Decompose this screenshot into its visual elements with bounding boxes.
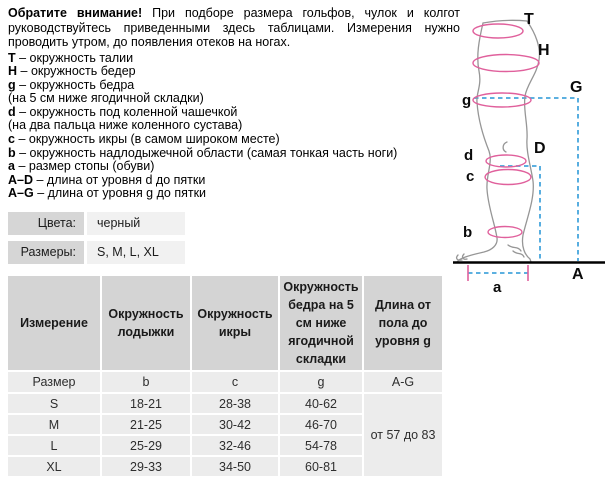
- subheader-c: c: [192, 372, 278, 392]
- legend-text: – окружность бедра: [19, 77, 135, 92]
- leg-measurement-diagram: [450, 0, 606, 300]
- legend-text: – длина от уровня g до пятки: [37, 186, 207, 201]
- note-block: [8, 6, 460, 201]
- cell-size: S: [8, 394, 100, 413]
- cell-c: 32-46: [192, 436, 278, 455]
- label-b: b: [463, 224, 473, 241]
- legend-line-d: [8, 106, 460, 120]
- sizes-value: S, M, L, XL: [87, 241, 185, 264]
- label-a: a: [493, 279, 502, 296]
- note-lead: Обратите внимание!: [8, 6, 143, 20]
- cell-c: 28-38: [192, 394, 278, 413]
- table-subheader-row: [8, 372, 442, 392]
- table-row-s: [8, 394, 442, 413]
- col-header-thigh: Окружность бедра на 5 см ниже ягодичной складки: [280, 276, 362, 370]
- label-G: G: [570, 79, 583, 96]
- legend-text: – окружность талии: [19, 50, 134, 65]
- ellipse-d-below-knee: [486, 155, 526, 167]
- legend-line-g: [8, 79, 460, 93]
- subheader-ag: A-G: [364, 372, 442, 392]
- cell-g: 54-78: [280, 436, 362, 455]
- col-header-measurement: Измерение: [8, 276, 100, 370]
- note-text: При подборе размера гольфов, чулок и колгот руководствуйтесь приведенными здесь таблицами. Измерения нужно проводить утром, до появления отеков на ногах.: [8, 6, 461, 49]
- table-header-row: [8, 276, 442, 370]
- subheader-size: Размер: [8, 372, 100, 392]
- legend-text: (на 5 см ниже ягодичной складки): [8, 91, 204, 106]
- ellipse-b-ankle: [488, 227, 522, 238]
- legend-line-AG: [8, 187, 460, 201]
- cell-b: 21-25: [102, 415, 190, 434]
- legend-text: – окружность икры (в самом широком месте): [18, 132, 280, 147]
- ellipse-H-hips: [473, 55, 539, 72]
- legend-key: b: [8, 145, 16, 160]
- legend-text: (на два пальца ниже коленного сустава): [8, 118, 243, 133]
- legend-line-d-note: [8, 119, 460, 133]
- cell-g: 46-70: [280, 415, 362, 434]
- ellipse-T-waist: [473, 24, 523, 38]
- label-T: T: [524, 11, 534, 28]
- col-header-calf: Окружность икры: [192, 276, 278, 370]
- note-paragraph: [8, 6, 460, 50]
- merged-length-cell: от 57 до 83: [364, 394, 442, 476]
- ellipse-g-thigh: [473, 93, 531, 107]
- legend-key: A–D: [8, 172, 34, 187]
- legend-line-AD: [8, 174, 460, 188]
- measurement-legend: [8, 52, 460, 202]
- col-header-ankle: Окружность лодыжки: [102, 276, 190, 370]
- legend-key: H: [8, 64, 18, 79]
- legend-text: – окружность под коленной чашечкой: [19, 104, 238, 119]
- legend-text: – длина от уровня d до пятки: [36, 172, 206, 187]
- legend-text: – окружность бедер: [20, 64, 136, 79]
- legend-text: – размер стопы (обуви): [18, 159, 155, 174]
- label-g: g: [462, 92, 472, 109]
- legend-line-b: [8, 147, 460, 161]
- subheader-b: b: [102, 372, 190, 392]
- info-boxes: [8, 212, 185, 270]
- label-c: c: [466, 168, 475, 185]
- legend-key: c: [8, 132, 15, 147]
- cell-c: 30-42: [192, 415, 278, 434]
- colors-label: Цвета:: [8, 212, 84, 235]
- size-table: [6, 274, 444, 478]
- legend-key: A–G: [8, 186, 34, 201]
- legend-text: – окружность надлодыжечной области (самая тонкая часть ноги): [19, 145, 398, 160]
- legend-line-a: [8, 160, 460, 174]
- label-H: H: [538, 42, 550, 59]
- legend-line-g-note: [8, 92, 460, 106]
- sizes-label: Размеры:: [8, 241, 84, 264]
- legend-line-c: [8, 133, 460, 147]
- subheader-g: g: [280, 372, 362, 392]
- cell-c: 34-50: [192, 457, 278, 476]
- legend-line-T: [8, 52, 460, 66]
- guide-line-d-to-D: [500, 166, 540, 261]
- colors-value: черный: [87, 212, 185, 235]
- cell-g: 40-62: [280, 394, 362, 413]
- legend-key: a: [8, 159, 15, 174]
- label-A: A: [572, 266, 584, 283]
- ellipse-c-calf: [485, 170, 531, 185]
- legend-key: d: [8, 104, 16, 119]
- cell-b: 29-33: [102, 457, 190, 476]
- legend-key: T: [8, 50, 16, 65]
- cell-size: M: [8, 415, 100, 434]
- legend-key: g: [8, 77, 16, 92]
- col-header-length: Длина от пола до уровня g: [364, 276, 442, 370]
- cell-b: 18-21: [102, 394, 190, 413]
- label-D: D: [534, 140, 546, 157]
- colors-row: [8, 212, 185, 235]
- cell-g: 60-81: [280, 457, 362, 476]
- label-d: d: [464, 147, 474, 164]
- legend-line-H: [8, 65, 460, 79]
- sizes-row: [8, 241, 185, 264]
- cell-b: 25-29: [102, 436, 190, 455]
- cell-size: XL: [8, 457, 100, 476]
- cell-size: L: [8, 436, 100, 455]
